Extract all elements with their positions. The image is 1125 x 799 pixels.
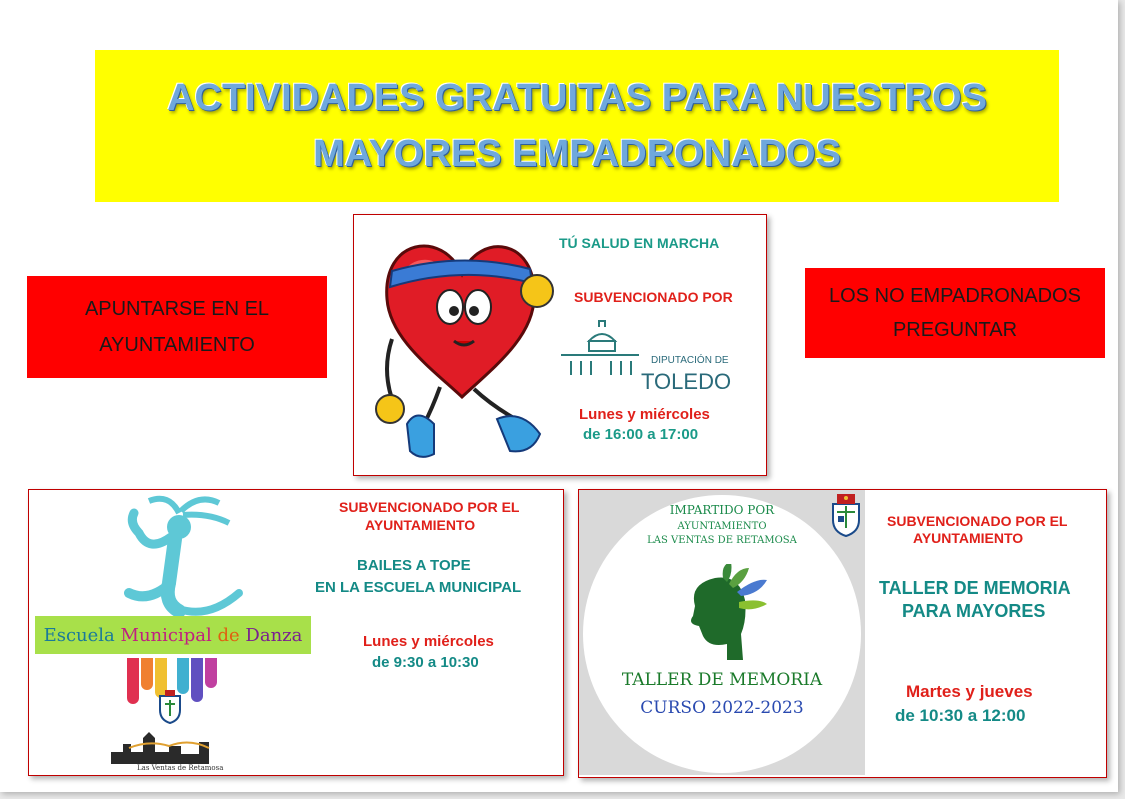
town-caption: Las Ventas de Retamosa (137, 764, 224, 772)
card-escuela-danza (28, 489, 564, 776)
memoria-activity-line-2: PARA MAYORES (902, 601, 1046, 621)
card-salud-en-marcha (353, 214, 767, 476)
memoria-logo-top-3: LAS VENTAS DE RETAMOSA (647, 535, 797, 546)
town-skyline-icon (109, 728, 219, 768)
danza-activity-line-1: BAILES A TOPE (357, 557, 471, 574)
register-note-line-1: APUNTARSE EN EL (84, 298, 270, 320)
register-note-line-2: AYUNTAMIENTO (99, 334, 255, 356)
card-taller-memoria (578, 489, 1107, 778)
memoria-hours: de 10:30 a 12:00 (895, 706, 1026, 725)
salud-subsidy: SUBVENCIONADO POR (574, 289, 733, 305)
diputacion-toledo-logo (559, 319, 732, 399)
salud-hours: de 16:00 a 17:00 (583, 426, 699, 443)
danza-subsidy-line-2: AYUNTAMIENTO (365, 517, 476, 533)
title-banner (95, 50, 1059, 202)
danza-activity-line-2: EN LA ESCUELA MUNICIPAL (315, 579, 522, 596)
school-name-word-1: Escuela (43, 624, 115, 646)
register-note (27, 276, 327, 378)
head-leaves-icon (679, 564, 769, 664)
school-name-banner (35, 616, 311, 654)
school-name-word-3: de (217, 624, 240, 646)
memoria-activity-line-1: TALLER DE MEMORIA (879, 578, 1071, 598)
logo-diputacion-text: DIPUTACIÓN DE (651, 355, 729, 366)
memoria-logo-course: CURSO 2022-2023 (640, 698, 804, 718)
memoria-subsidy-line-2: AYUNTAMIENTO (913, 530, 1024, 546)
coat-of-arms-icon (829, 494, 863, 538)
logo-toledo-text: TOLEDO (641, 369, 732, 394)
memoria-subsidy-line-1: SUBVENCIONADO POR EL (887, 513, 1068, 529)
title-line-1: ACTIVIDADES GRATUITAS PARA NUESTROS (167, 77, 987, 119)
coat-of-arms-icon (157, 690, 183, 724)
title-line-2: MAYORES EMPADRONADOS (313, 133, 841, 175)
school-name-word-2: Municipal (120, 624, 212, 646)
memoria-days: Martes y jueves (906, 682, 1033, 701)
diputacion-building-icon (559, 319, 649, 379)
non-registered-note (805, 268, 1105, 358)
memoria-logo-top-2: AYUNTAMIENTO (677, 521, 767, 532)
salud-heading: TÚ SALUD EN MARCHA (559, 235, 720, 251)
salud-days: Lunes y miércoles (579, 406, 710, 423)
danza-days: Lunes y miércoles (363, 633, 494, 650)
memoria-logo-title: TALLER DE MEMORIA (621, 670, 823, 690)
non-registered-note-line-1: LOS NO EMPADRONADOS (829, 285, 1081, 307)
danza-subsidy-line-1: SUBVENCIONADO POR EL (339, 499, 520, 515)
school-name-word-4: Danza (245, 624, 303, 646)
heart-runner-icon (362, 219, 562, 474)
non-registered-note-line-2: PREGUNTAR (892, 319, 1018, 341)
dancer-icon (109, 493, 259, 633)
danza-hours: de 9:30 a 10:30 (372, 654, 479, 671)
memoria-logo-panel (579, 490, 865, 775)
memoria-logo-top-1: IMPARTIDO POR (669, 503, 775, 517)
